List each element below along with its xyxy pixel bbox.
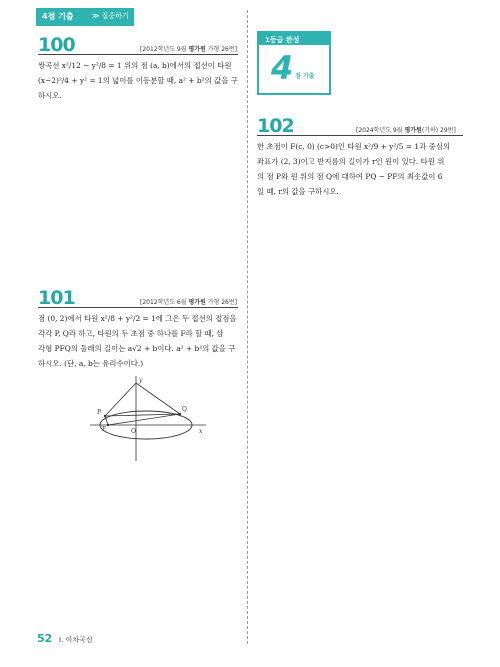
problem-101-line: 하시오. (단, a, b는 유리수이다.): [38, 359, 144, 368]
page-number: 52: [37, 632, 53, 645]
badge-label: 점 기출: [295, 73, 315, 80]
problem-102-number: 102: [257, 115, 294, 137]
chapter-title: Ⅰ. 이차곡선: [59, 636, 93, 644]
problem-101-source: [2012학년도 6월 평가원 가형 26번]: [140, 299, 238, 306]
origin-label: O: [131, 428, 136, 435]
problem-100-source: [2012학년도 9월 평가원 가형 26번]: [140, 46, 238, 53]
column-divider: [247, 10, 248, 644]
level-badge: [257, 31, 331, 95]
problem-102-source: [2024학년도 9월 평가원(기하) 29번]: [356, 127, 456, 134]
problem-100-text: [38, 58, 243, 103]
point-f: [107, 424, 109, 426]
problem-102-text: [257, 139, 467, 199]
problem-101-number: 101: [38, 287, 75, 309]
problem-102-line: 의 점 P와 원 위의 점 Q에 대하여 PQ − PF의 최솟값이 6: [257, 172, 443, 181]
problem-101-rule: [38, 307, 238, 308]
point-q: [179, 413, 181, 415]
section-link[interactable]: ≫ 집중하기: [92, 12, 129, 20]
point-q-label: Q: [182, 406, 187, 413]
problem-100-line: (x−2)²/4 + y² = 1의 넓이를 이등분할 때, a² + b²의 값을 구: [38, 76, 238, 85]
problem-102-rule: [257, 135, 463, 136]
point-p-label: P: [97, 409, 102, 416]
tangent-line-p: [105, 383, 136, 416]
point-f-label: F: [102, 426, 107, 433]
problem-100-rule: [38, 54, 238, 55]
problem-101-line: 각형 PFQ의 둘레의 길이는 a√2 + b이다. a² + b²의 값을 구: [38, 344, 236, 353]
problem-100-line: 하시오.: [38, 91, 62, 100]
problem-102-line: 좌표가 (2, 3)이고 반지름의 길이가 r인 원이 있다. 타원 위: [257, 157, 445, 166]
problem-101-line: 각각 P, Q라 하고, 타원의 두 초점 중 하나를 F라 할 때, 삼: [38, 329, 224, 338]
badge-header-label: 1등급 완성: [265, 36, 300, 44]
tangent-line-q: [136, 383, 180, 414]
problem-102-line: 한 초점이 F(c, 0) (c>0)인 타원 x²/9 + y²/5 = 1과 중심의: [257, 142, 451, 151]
problem-100-line: 쌍곡선 x²/12 − y²/8 = 1 위의 점 (a, b)에서의 접선이 타원: [38, 61, 232, 70]
problem-102-line: 일 때, r의 값을 구하시오.: [257, 187, 339, 196]
problem-100-number: 100: [38, 34, 75, 56]
point-p: [104, 415, 106, 417]
section-label: 4점 기출: [42, 12, 74, 21]
problem-101-line: 점 (0, 2)에서 타원 x²/8 + y²/2 = 1에 그은 두 접선의 접점을: [38, 314, 237, 323]
x-axis-label: x: [199, 428, 203, 435]
problem-101-text: [38, 311, 243, 371]
y-axis-label: y: [139, 377, 143, 384]
section-header-tab: [36, 8, 134, 26]
badge-number: 4: [271, 49, 294, 87]
badge-header: [259, 33, 329, 45]
ellipse-figure: [88, 373, 208, 463]
